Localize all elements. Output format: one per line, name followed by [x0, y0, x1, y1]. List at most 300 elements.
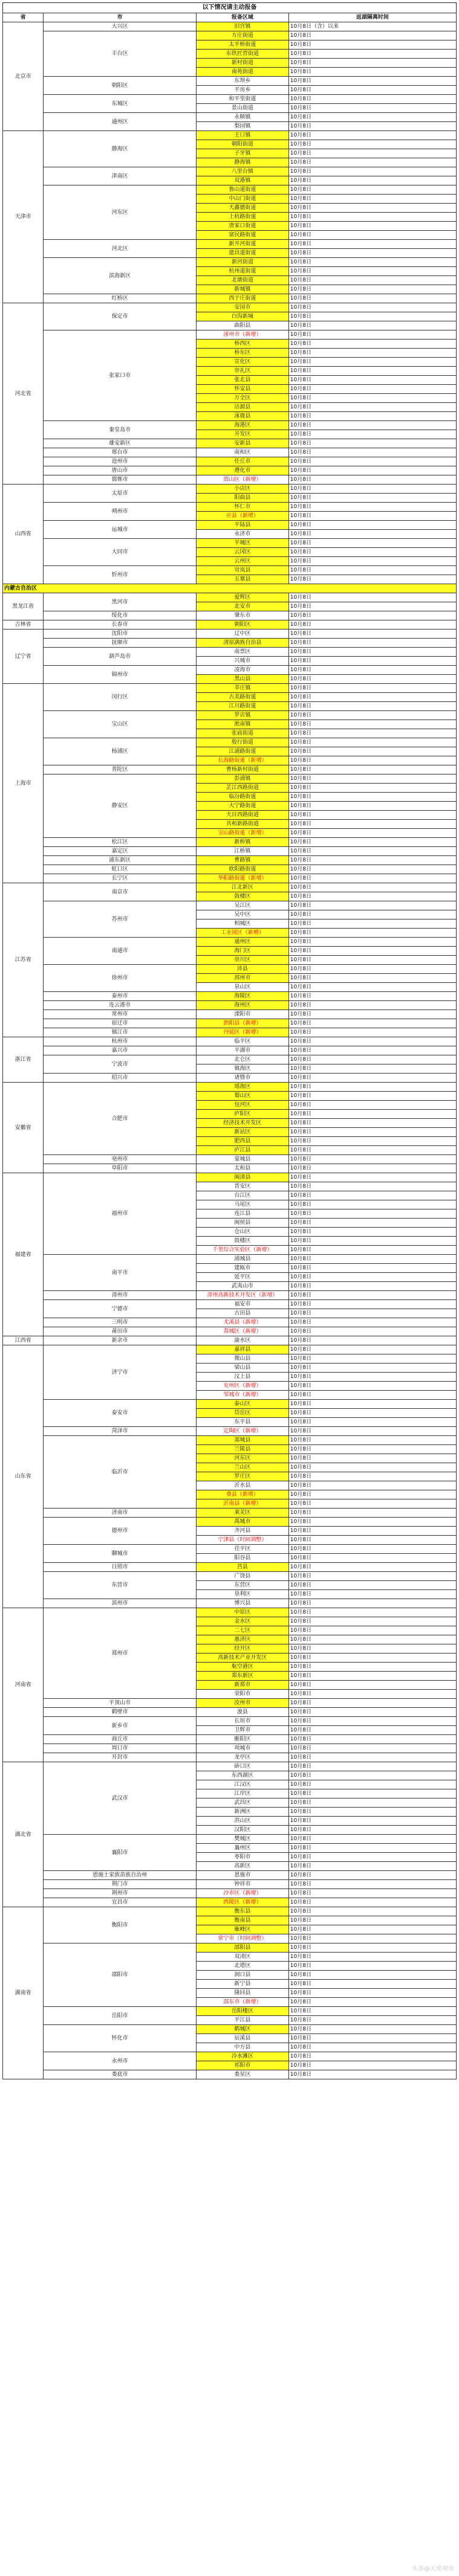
area-cell: 五寨县: [196, 575, 288, 584]
date-cell: 10月8日: [288, 394, 456, 403]
date-cell: 10月8日: [288, 1228, 456, 1237]
table-row: [3, 639, 457, 648]
area-cell: 罗店镇: [196, 711, 288, 720]
city-cell: 荆门市: [44, 1880, 197, 1889]
area-cell: 上杭路街道: [196, 213, 288, 222]
date-cell: 10月8日: [288, 1971, 456, 1980]
city-cell: 抚顺市: [44, 639, 197, 648]
area-cell: 常宁市（时间调整）: [196, 1934, 288, 1943]
area-cell: 兰陵县: [196, 1445, 288, 1454]
date-cell: 10月8日: [288, 1382, 456, 1391]
area-cell: 祁阳市: [196, 2061, 288, 2070]
area-cell: 开发区: [196, 430, 288, 439]
date-cell: 10月8日: [288, 1291, 456, 1300]
city-cell: 河东区: [44, 185, 197, 240]
date-cell: 10月8日: [288, 530, 456, 539]
header-row: [3, 13, 457, 22]
city-cell: 泰州市: [44, 992, 197, 1001]
city-cell: 沈阳市: [44, 630, 197, 639]
date-cell: 10月8日: [288, 131, 456, 140]
province-cell: 湖北省: [3, 1762, 44, 1907]
city-cell: 恩施土家族苗族自治州: [44, 1871, 197, 1880]
city-cell: 郑州市: [44, 1608, 197, 1699]
table-row: [3, 131, 457, 140]
date-cell: 10月8日: [288, 1780, 456, 1789]
area-cell: 阳谷县: [196, 1554, 288, 1563]
date-cell: 10月8日: [288, 1717, 456, 1726]
date-cell: 10月8日: [288, 195, 456, 204]
date-cell: 10月8日: [288, 185, 456, 195]
area-cell: 东平县: [196, 1418, 288, 1427]
date-cell: 10月8日: [288, 1871, 456, 1880]
area-cell: 罗庄区: [196, 1472, 288, 1481]
area-cell: 汉阳区: [196, 1826, 288, 1835]
date-cell: 10月8日: [288, 620, 456, 630]
date-cell: 10月8日: [288, 1490, 456, 1499]
area-cell: 南苑街道: [196, 68, 288, 77]
city-cell: 合肥市: [44, 1083, 197, 1155]
province-cell: 山东省: [3, 1345, 44, 1608]
date-cell: 10月8日: [288, 1264, 456, 1273]
area-cell: 钟祥市: [196, 1880, 288, 1889]
area-cell: 南和区: [196, 448, 288, 457]
area-cell: 溧阳市: [196, 1010, 288, 1019]
area-cell: 新郑市: [196, 1681, 288, 1690]
city-cell: 黑河市: [44, 593, 197, 611]
city-cell: 虹口区: [44, 865, 197, 874]
area-cell: 平江县: [196, 2016, 288, 2025]
city-cell: 怀化市: [44, 2025, 197, 2052]
table-row: [3, 1907, 457, 1916]
date-cell: 10月8日: [288, 231, 456, 240]
date-cell: 10月8日: [288, 31, 456, 40]
city-cell: 徐州市: [44, 965, 197, 992]
table-row: [3, 167, 457, 176]
city-cell: 连云港市: [44, 1001, 197, 1010]
area-cell: 古美路街道: [196, 693, 288, 702]
area-cell: 尤溪县（新增）: [196, 1318, 288, 1327]
city-cell: 娄底市: [44, 2070, 197, 2079]
area-cell: 浚县: [196, 1708, 288, 1717]
area-cell: 云冈区: [196, 548, 288, 557]
area-cell: 阳曲县: [196, 494, 288, 503]
date-cell: 10月8日: [288, 729, 456, 738]
area-cell: 平房乡: [196, 86, 288, 95]
table-row: [3, 856, 457, 865]
area-cell: 肥西县: [196, 1137, 288, 1146]
table-row: [3, 22, 457, 31]
table-row: [3, 765, 457, 774]
date-cell: 10月8日: [288, 2007, 456, 2016]
area-cell: 齐河县: [196, 1527, 288, 1536]
table-row: [3, 1744, 457, 1753]
table-row: [3, 865, 457, 874]
date-cell: 10月8日: [288, 2043, 456, 2052]
date-cell: 10月8日: [288, 675, 456, 684]
area-cell: 莱芜区: [196, 1509, 288, 1518]
area-cell: 永顺镇: [196, 113, 288, 122]
area-cell: 黑山县: [196, 675, 288, 684]
area-cell: 邳州市: [196, 974, 288, 983]
city-cell: 邯郸市: [44, 475, 197, 485]
table-row: [3, 1300, 457, 1309]
table-row: [3, 593, 457, 602]
table-row: [3, 1871, 457, 1880]
city-cell: 德州市: [44, 1518, 197, 1545]
province-cell: 黑龙江省: [3, 593, 44, 620]
date-cell: 10月8日: [288, 50, 456, 59]
area-cell: 江川路街道: [196, 702, 288, 711]
date-cell: 10月8日: [288, 1898, 456, 1907]
city-cell: 杭州市: [44, 1037, 197, 1046]
date-cell: 10月8日: [288, 1191, 456, 1200]
date-cell: 10月8日: [288, 639, 456, 648]
city-cell: 河北区: [44, 240, 197, 258]
area-cell: 泉山区: [196, 983, 288, 992]
table-row: [3, 258, 457, 267]
date-cell: 10月8日（含）以来: [288, 22, 456, 31]
date-cell: 10月8日: [288, 204, 456, 213]
date-cell: 10月8日: [288, 1436, 456, 1445]
date-cell: 10月8日: [288, 1427, 456, 1436]
area-cell: 东西湖区: [196, 1771, 288, 1780]
city-cell: 邢台市: [44, 448, 197, 457]
area-cell: 崇川区: [196, 956, 288, 965]
area-cell: 张北县: [196, 376, 288, 385]
area-cell: 汶上县: [196, 1373, 288, 1382]
date-cell: 10月8日: [288, 892, 456, 901]
area-cell: 华阳路街道（新增）: [196, 874, 288, 883]
city-cell: 朝阳区: [44, 77, 197, 95]
header-date: 返湖隔离时间: [288, 13, 456, 22]
table-row: [3, 1599, 457, 1608]
date-cell: 10月8日: [288, 1545, 456, 1554]
date-cell: 10月8日: [288, 765, 456, 774]
date-cell: 10月8日: [288, 575, 456, 584]
table-row: [3, 1735, 457, 1744]
area-cell: 平城区: [196, 539, 288, 548]
area-cell: 费县（新增）: [196, 1490, 288, 1499]
date-cell: 10月8日: [288, 566, 456, 575]
area-cell: 卫辉市: [196, 1726, 288, 1735]
area-cell: 方庄街道: [196, 31, 288, 40]
province-cell: 湖南省: [3, 1907, 44, 2079]
table-row: [3, 1717, 457, 1726]
table-row: [3, 1835, 457, 1844]
province-cell: 河南省: [3, 1608, 44, 1762]
date-cell: 10月8日: [288, 1055, 456, 1064]
table-row: [3, 466, 457, 475]
city-cell: 锦州市: [44, 666, 197, 684]
area-cell: 浦城县: [196, 1255, 288, 1264]
table-row: [3, 1028, 457, 1037]
area-cell: 古田县: [196, 1309, 288, 1318]
area-cell: 新洲区: [196, 1808, 288, 1817]
table-row: [3, 1436, 457, 1445]
date-cell: 10月8日: [288, 593, 456, 602]
date-cell: 10月8日: [288, 901, 456, 910]
area-cell: 江北新区: [196, 883, 288, 892]
table-row: [3, 584, 457, 593]
date-cell: 10月8日: [288, 1354, 456, 1364]
area-cell: 惠济区: [196, 1635, 288, 1644]
city-cell: 济宁市: [44, 1345, 197, 1400]
date-cell: 10月8日: [288, 1119, 456, 1128]
area-cell: 嘉祥县: [196, 1345, 288, 1354]
table-row: [3, 503, 457, 512]
area-cell: 航空港区: [196, 1663, 288, 1672]
date-cell: 10月8日: [288, 1445, 456, 1454]
area-cell: 朝阳区: [196, 620, 288, 630]
area-cell: 仓山区: [196, 1228, 288, 1237]
area-cell: 定陶区（新增）: [196, 1427, 288, 1436]
city-cell: 静海区: [44, 131, 197, 167]
date-cell: 10月8日: [288, 865, 456, 874]
city-cell: 嘉定区: [44, 847, 197, 856]
date-cell: 10月8日: [288, 1327, 456, 1336]
city-cell: 宁波市: [44, 1055, 197, 1074]
area-cell: 郑东新区: [196, 1672, 288, 1681]
date-cell: 10月8日: [288, 176, 456, 185]
table-row: [3, 666, 457, 675]
date-cell: 10月8日: [288, 874, 456, 883]
area-cell: 云州区: [196, 557, 288, 566]
date-cell: 10月8日: [288, 1844, 456, 1853]
sheet-title: 以下情况请主动报备: [2, 2, 457, 13]
date-cell: 10月8日: [288, 711, 456, 720]
table-row: [3, 1083, 457, 1092]
area-cell: 遵化市: [196, 466, 288, 475]
date-cell: 10月8日: [288, 1391, 456, 1400]
area-cell: 永济市: [196, 530, 288, 539]
date-cell: 10月8日: [288, 1726, 456, 1735]
city-cell: 泰安市: [44, 1400, 197, 1427]
date-cell: 10月8日: [288, 1074, 456, 1083]
city-cell: 菏泽市: [44, 1427, 197, 1436]
province-cell: 河北省: [3, 303, 44, 485]
date-cell: 10月8日: [288, 811, 456, 820]
date-cell: 10月8日: [288, 1400, 456, 1409]
area-cell: 张庙街道: [196, 729, 288, 738]
date-cell: 10月8日: [288, 1246, 456, 1255]
city-cell: 南平市: [44, 1255, 197, 1291]
area-cell: 金水区: [196, 1617, 288, 1626]
date-cell: 10月8日: [288, 2016, 456, 2025]
date-cell: 10月8日: [288, 475, 456, 485]
date-cell: 10月8日: [288, 666, 456, 675]
city-cell: 滨州市: [44, 1599, 197, 1608]
area-cell: 衡南县: [196, 1916, 288, 1925]
date-cell: 10月8日: [288, 267, 456, 276]
city-cell: 唐山市: [44, 466, 197, 475]
date-cell: 10月8日: [288, 403, 456, 412]
date-cell: 10月8日: [288, 1481, 456, 1490]
date-cell: 10月8日: [288, 548, 456, 557]
area-cell: 梁山县: [196, 1364, 288, 1373]
table-row: [3, 448, 457, 457]
date-cell: 10月8日: [288, 312, 456, 321]
table-row: [3, 1898, 457, 1907]
area-cell: 闽清县: [196, 1173, 288, 1182]
date-cell: 10月8日: [288, 829, 456, 838]
area-cell: 蜀山区: [196, 1092, 288, 1101]
table-row: [3, 1318, 457, 1327]
area-cell: 涿州市（新增）: [196, 330, 288, 340]
table-row: [3, 874, 457, 883]
table-row: [3, 1327, 457, 1336]
date-cell: 10月8日: [288, 1345, 456, 1354]
date-cell: 10月8日: [288, 1273, 456, 1282]
city-cell: 松江区: [44, 838, 197, 847]
date-cell: 10月8日: [288, 457, 456, 466]
date-cell: 10月8日: [288, 1771, 456, 1780]
date-cell: 10月8日: [288, 1862, 456, 1871]
date-cell: 10月8日: [288, 648, 456, 657]
city-cell: 镇江市: [44, 1028, 197, 1037]
area-cell: 广饶县: [196, 1572, 288, 1581]
area-cell: 万全区: [196, 394, 288, 403]
city-cell: 武汉市: [44, 1762, 197, 1835]
date-cell: 10月8日: [288, 321, 456, 330]
area-cell: 洪山区: [196, 1817, 288, 1826]
date-cell: 10月8日: [288, 1681, 456, 1690]
date-cell: 10月8日: [288, 1608, 456, 1617]
date-cell: 10月8日: [288, 1472, 456, 1481]
province-cell: 天津市: [3, 131, 44, 303]
area-cell: 殷行街道: [196, 738, 288, 747]
area-cell: 沂水县: [196, 1481, 288, 1490]
area-cell: 平陆县: [196, 521, 288, 530]
area-cell: 八里台镇: [196, 167, 288, 176]
table-row: [3, 1608, 457, 1617]
table-row: [3, 838, 457, 847]
area-cell: 隆回县: [196, 1989, 288, 1998]
area-cell: 马尾区: [196, 1200, 288, 1209]
date-cell: 10月8日: [288, 1590, 456, 1599]
date-cell: 10月8日: [288, 1037, 456, 1046]
date-cell: 10月8日: [288, 720, 456, 729]
area-cell: 恩施市: [196, 1871, 288, 1880]
date-cell: 10月8日: [288, 992, 456, 1001]
report-table: [2, 13, 457, 2079]
area-cell: 西于庄街道: [196, 294, 288, 303]
date-cell: 10月8日: [288, 1300, 456, 1309]
table-row: [3, 965, 457, 974]
date-cell: 10月8日: [288, 793, 456, 802]
table-row: [3, 1943, 457, 1953]
area-cell: 辰溪县: [196, 2034, 288, 2043]
area-cell: 新城镇: [196, 285, 288, 294]
area-cell: 经济技术开发区: [196, 1119, 288, 1128]
date-cell: 10月8日: [288, 1962, 456, 1971]
date-cell: 10月8日: [288, 657, 456, 666]
area-cell: 冷水滩区: [196, 2052, 288, 2061]
area-cell: 和平里街道: [196, 95, 288, 104]
date-cell: 10月8日: [288, 367, 456, 376]
area-cell: 桥西区: [196, 340, 288, 349]
header-city: 市: [44, 13, 197, 22]
date-cell: 10月8日: [288, 2061, 456, 2070]
area-cell: 通州区: [196, 938, 288, 947]
city-cell: 常州市: [44, 1010, 197, 1019]
date-cell: 10月8日: [288, 1989, 456, 1998]
table-row: [3, 2007, 457, 2016]
region-span-cell: 内蒙古自治区: [3, 584, 457, 593]
city-cell: 南京市: [44, 883, 197, 901]
report-sheet: [2, 2, 457, 2079]
area-cell: 临汾路街道: [196, 793, 288, 802]
area-cell: 新宁县: [196, 1980, 288, 1989]
area-cell: 微山县: [196, 1354, 288, 1364]
area-cell: 宁津县（时间调整）: [196, 1536, 288, 1545]
date-cell: 10月8日: [288, 919, 456, 929]
table-row: [3, 475, 457, 485]
area-cell: 高新技术产业开发区: [196, 1653, 288, 1663]
date-cell: 10月8日: [288, 983, 456, 992]
date-cell: 10月8日: [288, 838, 456, 847]
city-cell: 绥化市: [44, 611, 197, 620]
date-cell: 10月8日: [288, 820, 456, 829]
city-cell: 朔州市: [44, 503, 197, 521]
area-cell: 晋安区: [196, 1182, 288, 1191]
area-cell: 武昌区: [196, 1798, 288, 1808]
date-cell: 10月8日: [288, 1499, 456, 1509]
date-cell: 10月8日: [288, 1200, 456, 1209]
date-cell: 10月8日: [288, 1916, 456, 1925]
date-cell: 10月8日: [288, 1789, 456, 1798]
date-cell: 10月8日: [288, 521, 456, 530]
area-cell: 娄星区: [196, 2070, 288, 2079]
area-cell: 唐家口街道: [196, 222, 288, 231]
table-row: [3, 303, 457, 312]
area-cell: 南票区: [196, 648, 288, 657]
date-cell: 10月8日: [288, 1572, 456, 1581]
date-cell: 10月8日: [288, 1644, 456, 1653]
city-cell: 鹤壁市: [44, 1708, 197, 1717]
area-cell: 任丘市: [196, 457, 288, 466]
table-row: [3, 620, 457, 630]
area-cell: 海港区: [196, 421, 288, 430]
date-cell: 10月8日: [288, 557, 456, 566]
area-cell: 安新县: [196, 439, 288, 448]
date-cell: 10月8日: [288, 1064, 456, 1074]
date-cell: 10月8日: [288, 1237, 456, 1246]
date-cell: 10月8日: [288, 1282, 456, 1291]
area-cell: 双清区: [196, 1953, 288, 1962]
date-cell: 10月8日: [288, 1808, 456, 1817]
area-cell: 吴江区: [196, 901, 288, 910]
province-cell: 浙江省: [3, 1037, 44, 1083]
table-row: [3, 421, 457, 430]
table-row: [3, 240, 457, 249]
area-cell: 岱岳区: [196, 1409, 288, 1418]
area-cell: 长垣市: [196, 1717, 288, 1726]
area-cell: 兰山区: [196, 1463, 288, 1472]
city-cell: 岳阳市: [44, 2007, 197, 2025]
date-cell: 10月8日: [288, 95, 456, 104]
area-cell: 北塘街道: [196, 276, 288, 285]
date-cell: 10月8日: [288, 956, 456, 965]
table-row: [3, 2025, 457, 2034]
city-cell: 聊城市: [44, 1545, 197, 1563]
table-row: [3, 1046, 457, 1055]
date-cell: 10月8日: [288, 756, 456, 765]
area-cell: 包河区: [196, 1101, 288, 1110]
area-cell: 邯山区（新增）: [196, 475, 288, 485]
city-cell: 大兴区: [44, 22, 197, 31]
date-cell: 10月8日: [288, 1209, 456, 1219]
date-cell: 10月8日: [288, 747, 456, 756]
